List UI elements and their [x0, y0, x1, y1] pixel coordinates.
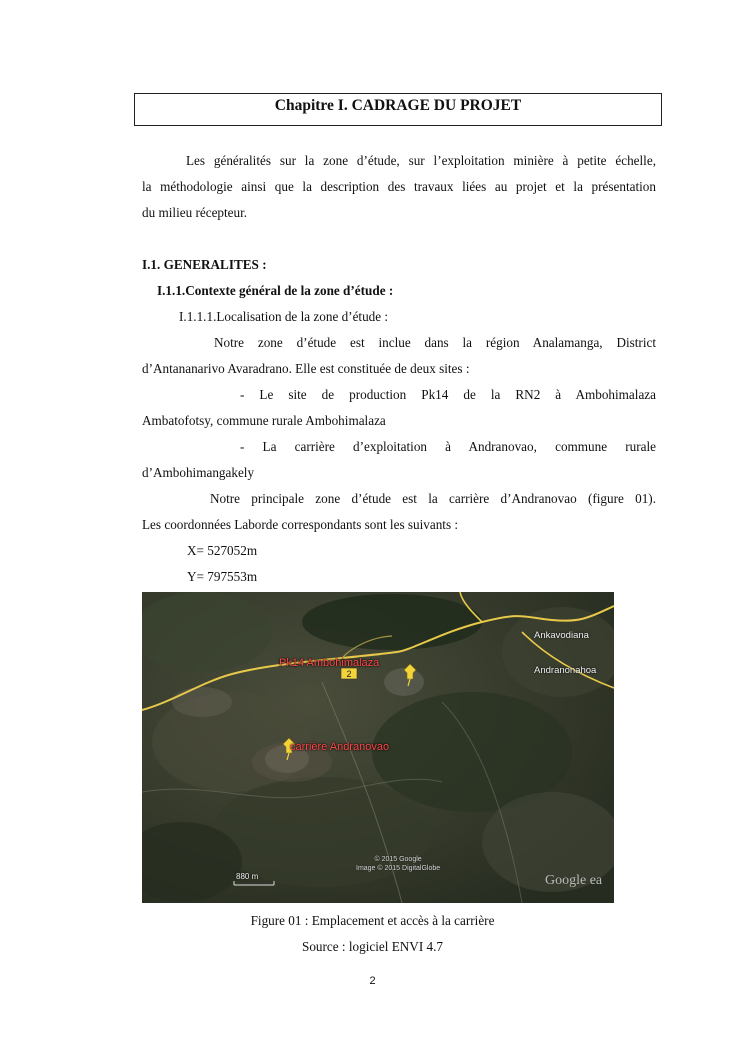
road-number-label: 2: [346, 669, 352, 679]
satellite-map-figure: [142, 592, 614, 903]
heading-contexte: I.1.1.Contexte général de la zone d’étude :: [157, 283, 394, 298]
figure-caption: Figure 01 : Emplacement et accès à la carrière: [250, 913, 495, 928]
map-label-andranonahoatra: Andranonahoa: [534, 665, 597, 676]
heading-generalites: I.1. GENERALITES :: [142, 257, 267, 272]
map-label-ankavodiana: Ankavodiana: [534, 630, 589, 641]
para2-line-1: Notre principale zone d’étude est la carrière d’Andranovao (figure 01).: [210, 491, 656, 506]
intro-line-3: du milieu récepteur.: [142, 205, 248, 220]
map-label-pk14: Pk14 Ambohimalaza: [279, 657, 380, 669]
page-number: 2: [369, 975, 376, 987]
map-copyright-google: © 2015 Google: [374, 856, 422, 863]
site1-line-1: - Le site de production Pk14 de la RN2 à Ambohimalaza: [240, 387, 656, 402]
map-scale-label: 880 m: [236, 872, 259, 881]
para1-line-1: Notre zone d’étude est inclue dans la région Analamanga, District: [214, 335, 656, 350]
map-label-carriere: carrière Andranovao: [290, 741, 390, 753]
coordinate-x: X= 527052m: [187, 543, 258, 558]
site1-line-2: Ambatofotsy, commune rurale Ambohimalaza: [142, 413, 386, 428]
heading-localisation: I.1.1.1.Localisation de la zone d’étude :: [179, 309, 389, 324]
figure-source: Source : logiciel ENVI 4.7: [302, 939, 443, 954]
coordinate-y: Y= 797553m: [187, 569, 258, 584]
map-copyright-digitalglobe: Image © 2015 DigitalGlobe: [356, 865, 441, 872]
intro-line-2: la méthodologie ainsi que la description des travaux liées au projet et la présentation: [142, 179, 656, 194]
para2-line-2: Les coordonnées Laborde correspondants sont les suivants :: [142, 517, 459, 532]
site2-line-2: d’Ambohimangakely: [142, 465, 255, 480]
site2-line-1: - La carrière d’exploitation à Andranovao, commune rurale: [240, 439, 656, 454]
chapter-title: Chapitre I. CADRAGE DU PROJET: [134, 93, 662, 126]
para1-line-2: d’Antananarivo Avaradrano. Elle est constituée de deux sites :: [142, 361, 470, 376]
intro-line-1: Les généralités sur la zone d’étude, sur l’exploitation minière à petite échelle,: [186, 153, 656, 168]
map-copyright: [356, 855, 440, 873]
google-logo: Google ea: [545, 873, 603, 888]
